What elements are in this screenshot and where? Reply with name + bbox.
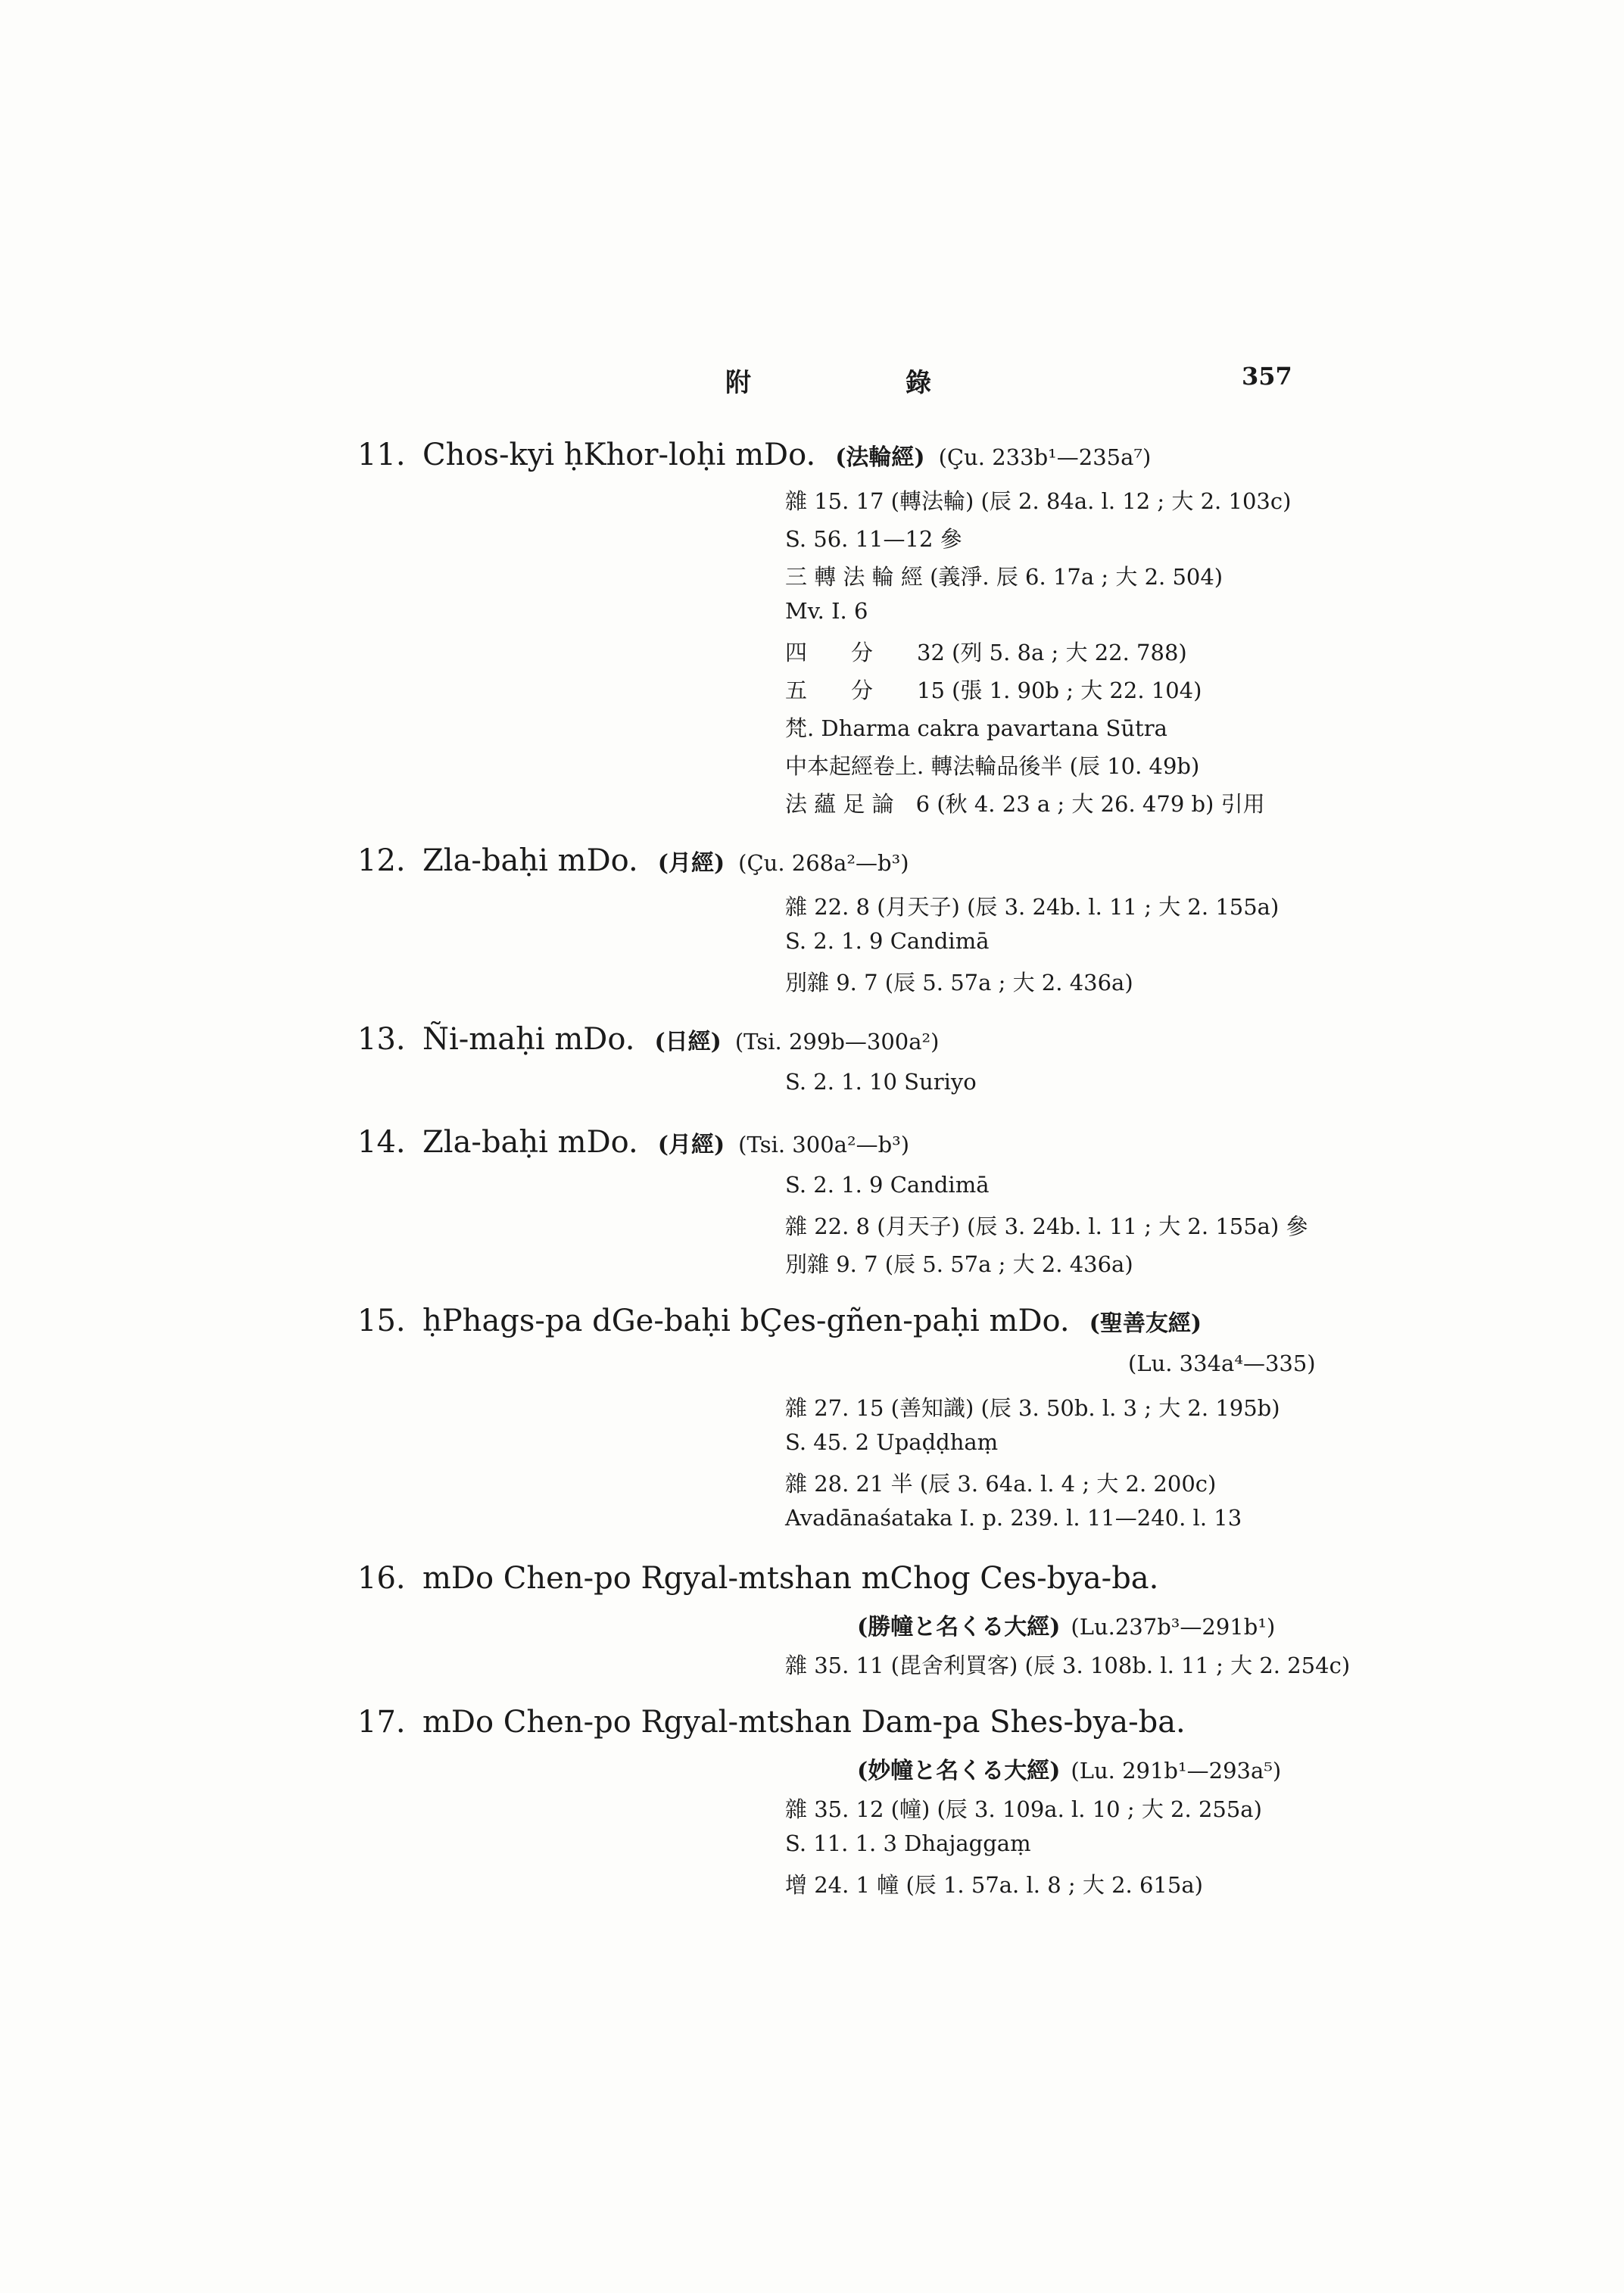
entries-list	[0, 438, 1624, 1924]
entry-parallel-refs	[0, 1069, 1624, 1107]
entry-title	[422, 1304, 1202, 1338]
entry-parallel-refs	[0, 890, 1624, 1004]
entry-16	[0, 1561, 1624, 1691]
entry-source-ref: (Lu. 291b¹—293a⁵)	[1071, 1758, 1282, 1784]
entry-source-ref: (Çu. 233b¹—235a⁷)	[938, 444, 1152, 470]
parallel-ref-line: 四 分 32 (列 5. 8a ; 大 22. 788)	[785, 640, 1187, 665]
entry-title-text: ḥPhags-pa dGe-baḥi bÇes-gñen-paḥi mDo.	[422, 1304, 1070, 1338]
entry-number: 11.	[357, 438, 406, 472]
parallel-ref-line: 雜 22. 8 (月天子) (辰 3. 24b. l. 11 ; 大 2. 155a)	[785, 894, 1280, 920]
parallel-ref-line: 法 蘊 足 論 6 (秋 4. 23 a ; 大 26. 479 b) 引用	[785, 791, 1265, 817]
entry-title	[422, 1125, 909, 1160]
entry-spacer	[0, 1906, 1624, 1911]
entry-title	[422, 438, 1151, 472]
parallel-ref-line: Avadānaśataka I. p. 239. l. 11—240. l. 13	[785, 1505, 1242, 1531]
entry-parallel-refs	[0, 1649, 1624, 1687]
entry-title	[422, 1022, 939, 1057]
entry-15	[0, 1304, 1624, 1547]
entry-title-line	[0, 1304, 1624, 1351]
entry-parallel-refs	[0, 1391, 1624, 1543]
entry-parallel-refs	[0, 1793, 1624, 1906]
entry-title	[422, 843, 909, 878]
parallel-ref-line: 梵. Dharma cakra pavartana Sūtra	[785, 715, 1167, 741]
entry-13	[0, 1022, 1624, 1111]
entry-title-line	[0, 438, 1624, 484]
entry-source-ref: (Çu. 268a²—b³)	[738, 850, 909, 876]
parallel-ref-line: 雜 22. 8 (月天子) (辰 3. 24b. l. 11 ; 大 2. 155a) 參	[785, 1213, 1308, 1239]
entry-number: 12.	[357, 843, 406, 878]
entry-title-line	[0, 1561, 1624, 1608]
entry-title-continuation	[0, 1752, 1624, 1793]
entry-12	[0, 843, 1624, 1008]
entry-number: 17.	[357, 1705, 406, 1740]
header-right-char: 錄	[906, 368, 931, 398]
entry-title-line	[0, 1125, 1624, 1172]
entry-title-cjk: (月經)	[657, 1132, 725, 1158]
entry-title	[422, 1561, 1158, 1596]
entry-number: 15.	[357, 1304, 406, 1338]
parallel-ref-line: 別雜 9. 7 (辰 5. 57a ; 大 2. 436a)	[785, 1251, 1133, 1277]
entry-title-cjk: (妙幢と名くる大經)	[857, 1758, 1061, 1784]
entry-spacer	[0, 1285, 1624, 1290]
entry-source-ref: (Lu.237b³—291b¹)	[1071, 1614, 1276, 1640]
entry-title-text: mDo Chen-po Rgyal-mtshan mChog Ces-bya-ba.	[422, 1561, 1159, 1596]
entry-title-continuation	[0, 1351, 1624, 1391]
parallel-ref-line: S. 2. 1. 10 Suriyo	[785, 1069, 977, 1095]
entry-title-line	[0, 1705, 1624, 1752]
entry-title-cjk: (勝幢と名くる大經)	[857, 1614, 1061, 1640]
entry-title-cjk: (法輪經)	[835, 444, 925, 471]
entry-spacer	[0, 1004, 1624, 1008]
entry-title-text: Ñi-maḥi mDo.	[422, 1022, 635, 1057]
entry-title-text: mDo Chen-po Rgyal-mtshan Dam-pa Shes-bya-ba.	[422, 1705, 1186, 1740]
entry-title-line	[0, 843, 1624, 890]
entry-parallel-refs	[0, 484, 1624, 825]
parallel-ref-line: 雜 35. 11 (毘舍利買客) (辰 3. 108b. l. 11 ; 大 2. 254c)	[785, 1653, 1351, 1678]
parallel-ref-line: Mv. I. 6	[785, 598, 868, 624]
entry-number: 14.	[357, 1125, 406, 1160]
entry-number: 16.	[357, 1561, 406, 1596]
entry-number: 13.	[357, 1022, 406, 1057]
entry-parallel-refs	[0, 1172, 1624, 1285]
parallel-ref-line: 雜 15. 17 (轉法輪) (辰 2. 84a. l. 12 ; 大 2. 103c)	[785, 488, 1292, 514]
entry-title-text: Zla-baḥi mDo.	[422, 1125, 638, 1160]
parallel-ref-line: 別雜 9. 7 (辰 5. 57a ; 大 2. 436a)	[785, 970, 1133, 995]
parallel-ref-line: S. 45. 2 Upaḍḍhaṃ	[785, 1429, 999, 1455]
header-left-char: 附	[725, 368, 751, 398]
entry-title	[422, 1705, 1186, 1740]
entry-title-line	[0, 1022, 1624, 1069]
entry-title-cjk: (月經)	[657, 850, 725, 877]
entry-source-ref: (Lu. 334a⁴—335)	[1128, 1351, 1316, 1376]
parallel-ref-line: S. 2. 1. 9 Candimā	[785, 928, 990, 954]
parallel-ref-line: S. 56. 11—12 參	[785, 526, 962, 552]
entry-14	[0, 1125, 1624, 1290]
parallel-ref-line: 雜 27. 15 (善知識) (辰 3. 50b. l. 3 ; 大 2. 195b)	[785, 1395, 1280, 1421]
entry-spacer	[0, 1107, 1624, 1111]
entry-source-ref: (Tsi. 300a²—b³)	[738, 1132, 910, 1157]
parallel-ref-line: 三 轉 法 輪 經 (義淨. 辰 6. 17a ; 大 2. 504)	[785, 564, 1223, 590]
entry-source-ref: (Tsi. 299b—300a²)	[734, 1029, 940, 1055]
parallel-ref-line: S. 2. 1. 9 Candimā	[785, 1172, 990, 1198]
parallel-ref-line: 五 分 15 (張 1. 90b ; 大 22. 104)	[785, 678, 1202, 703]
entry-title-continuation	[0, 1608, 1624, 1649]
parallel-ref-line: S. 11. 1. 3 Dhajaggaṃ	[785, 1830, 1031, 1856]
entry-11	[0, 438, 1624, 830]
page-header	[0, 362, 1624, 407]
entry-spacer	[0, 1687, 1624, 1691]
entry-title-cjk: (日經)	[654, 1029, 722, 1055]
page-number: 357	[1242, 362, 1292, 391]
parallel-ref-line: 增 24. 1 幢 (辰 1. 57a. l. 8 ; 大 2. 615a)	[785, 1872, 1203, 1898]
entry-17	[0, 1705, 1624, 1911]
entry-spacer	[0, 825, 1624, 830]
entry-title-text: Zla-baḥi mDo.	[422, 843, 638, 878]
entry-spacer	[0, 1543, 1624, 1547]
parallel-ref-line: 雜 35. 12 (幢) (辰 3. 109a. l. 10 ; 大 2. 255a)	[785, 1796, 1262, 1822]
entry-title-cjk: (聖善友經)	[1089, 1310, 1202, 1337]
parallel-ref-line: 雜 28. 21 半 (辰 3. 64a. l. 4 ; 大 2. 200c)	[785, 1471, 1217, 1497]
entry-title-text: Chos-kyi ḥKhor-loḥi mDo.	[422, 438, 816, 472]
parallel-ref-line: 中本起經卷上. 轉法輪品後半 (辰 10. 49b)	[785, 753, 1200, 779]
